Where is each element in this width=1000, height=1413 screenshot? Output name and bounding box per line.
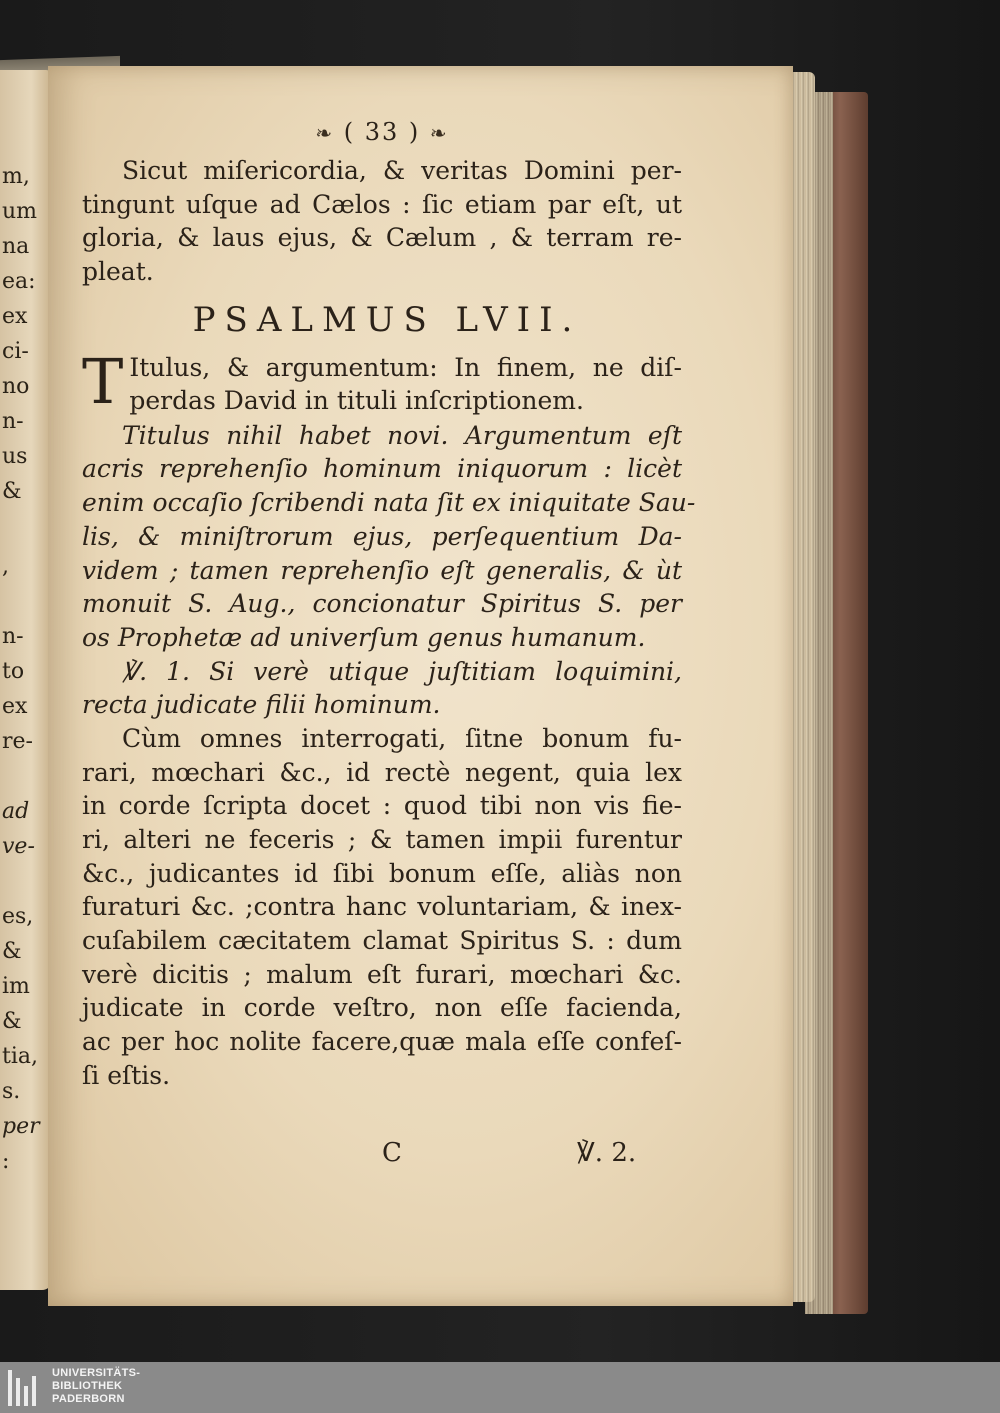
ornament-right-icon: ❧: [429, 121, 449, 145]
text-line: verè dicitis ; malum eſt furari, mœchari &c.: [82, 959, 682, 989]
left-fragment: to: [2, 659, 25, 684]
text-line: in corde ſcripta docet : quod tibi non vis fie-: [82, 791, 682, 821]
text-line: gloria, & laus ejus, & Cælum , & terram re-: [82, 223, 682, 253]
text-line: Itulus, & argumentum: In finem, ne diſ-: [129, 352, 682, 382]
left-fragment: ve-: [2, 834, 35, 859]
library-name: [52, 1367, 140, 1406]
left-fragment: :: [2, 1149, 10, 1174]
left-fragment: ea:: [2, 269, 36, 294]
page-number: ( 33 ): [343, 118, 421, 146]
left-fragment: ,: [2, 554, 9, 579]
text-line: ſi eſtis.: [82, 1060, 171, 1090]
left-fragment: ad: [2, 799, 30, 824]
left-fragment: im: [2, 974, 30, 999]
book-cover-edge: [828, 92, 868, 1314]
text-line: rari, mœchari &c., id rectè negent, quia lex: [82, 757, 682, 787]
left-fragment: es,: [2, 904, 34, 929]
library-name-line: PADERBORN: [52, 1393, 125, 1405]
ornament-left-icon: ❧: [315, 121, 335, 145]
text-line: ri, alteri ne feceris ; & tamen impii furentur: [82, 825, 682, 854]
text-line: ℣. 1. Si verè utique juſtitiam loquimini,: [122, 656, 682, 686]
psalm-title: PSALMUS LVII.: [192, 299, 582, 340]
text-line: monuit S. Aug., concionatur Spiritus S. per: [82, 589, 682, 619]
text-line: tingunt uſque ad Cælos : ſic etiam par eſt, ut: [82, 189, 682, 219]
page-header: [82, 118, 682, 154]
text-line: Cùm omnes interrogati, ſitne bonum fu-: [122, 723, 682, 753]
text-line: perdas David in tituli inſcriptionem.: [129, 386, 584, 416]
left-fragment: ex: [2, 304, 28, 329]
titulus-block: [82, 344, 682, 419]
text-line: lis, & miniſtrorum ejus, perſequentium Da-: [82, 521, 682, 551]
left-fragment: ex: [2, 694, 28, 719]
left-fragment: ci-: [2, 339, 29, 364]
left-fragment: re-: [2, 729, 33, 754]
signature-mark: C: [382, 1138, 402, 1168]
library-name-line: BIBLIOTHEK: [52, 1380, 123, 1392]
text-line: Sicut miſericordia, & veritas Domini per-: [122, 156, 682, 185]
text-line: acris reprehenſio hominum iniquorum : licèt: [82, 454, 682, 484]
text-line: cuſabilem cæcitatem clamat Spiritus S. : dum: [82, 926, 682, 956]
text-line: enim occaſio ſcribendi nata ſit ex iniquitate Sau-: [82, 488, 696, 518]
text-line: judicate in corde veſtro, non eſſe facienda,: [82, 993, 682, 1023]
text-line: Titulus nihil habet novi. Argumentum eſt: [122, 420, 682, 450]
left-fragment: tia,: [2, 1044, 38, 1069]
left-fragment: us: [2, 444, 28, 469]
paragraph-opening: [82, 154, 682, 289]
text-line: os Prophetæ ad univerſum genus humanum.: [82, 622, 646, 652]
page-footer: [82, 1138, 682, 1172]
drop-capital: T: [82, 344, 124, 418]
text-line: &c., judicantes id ſibi bonum eſſe, aliàs non: [82, 858, 682, 888]
library-name-line: UNIVERSITÄTS-: [52, 1367, 141, 1379]
text-line: recta judicate filii hominum.: [82, 690, 441, 720]
catchword: ℣. 2.: [577, 1138, 637, 1168]
left-fragment: m,: [2, 164, 30, 189]
text-line: furaturi &c. ;contra hanc voluntariam, & inex-: [82, 892, 682, 922]
left-fragment: um: [2, 199, 38, 224]
library-banner: [0, 1362, 1000, 1413]
text-line: videm ; tamen reprehenſio eſt generalis, & ùt: [82, 555, 682, 585]
text-line: pleat.: [82, 257, 154, 287]
left-fragment: no: [2, 374, 30, 399]
left-fragment: &: [2, 939, 22, 964]
left-page-edge: [0, 70, 52, 1290]
left-fragment: n-: [2, 409, 24, 434]
argument-paragraph: [82, 419, 696, 655]
commentary-paragraph: [82, 722, 682, 1093]
left-fragment: s.: [2, 1079, 21, 1104]
page-text: [82, 118, 696, 1093]
text-line: ac per hoc nolite facere,quæ mala eſſe confeſ-: [82, 1027, 682, 1057]
left-fragment: &: [2, 1009, 22, 1034]
left-fragment: &: [2, 479, 22, 504]
left-fragment: n-: [2, 624, 24, 649]
library-logo-icon: [8, 1370, 44, 1406]
left-fragment: per: [2, 1114, 40, 1139]
left-fragment: na: [2, 234, 30, 259]
verse-paragraph: [82, 655, 682, 722]
